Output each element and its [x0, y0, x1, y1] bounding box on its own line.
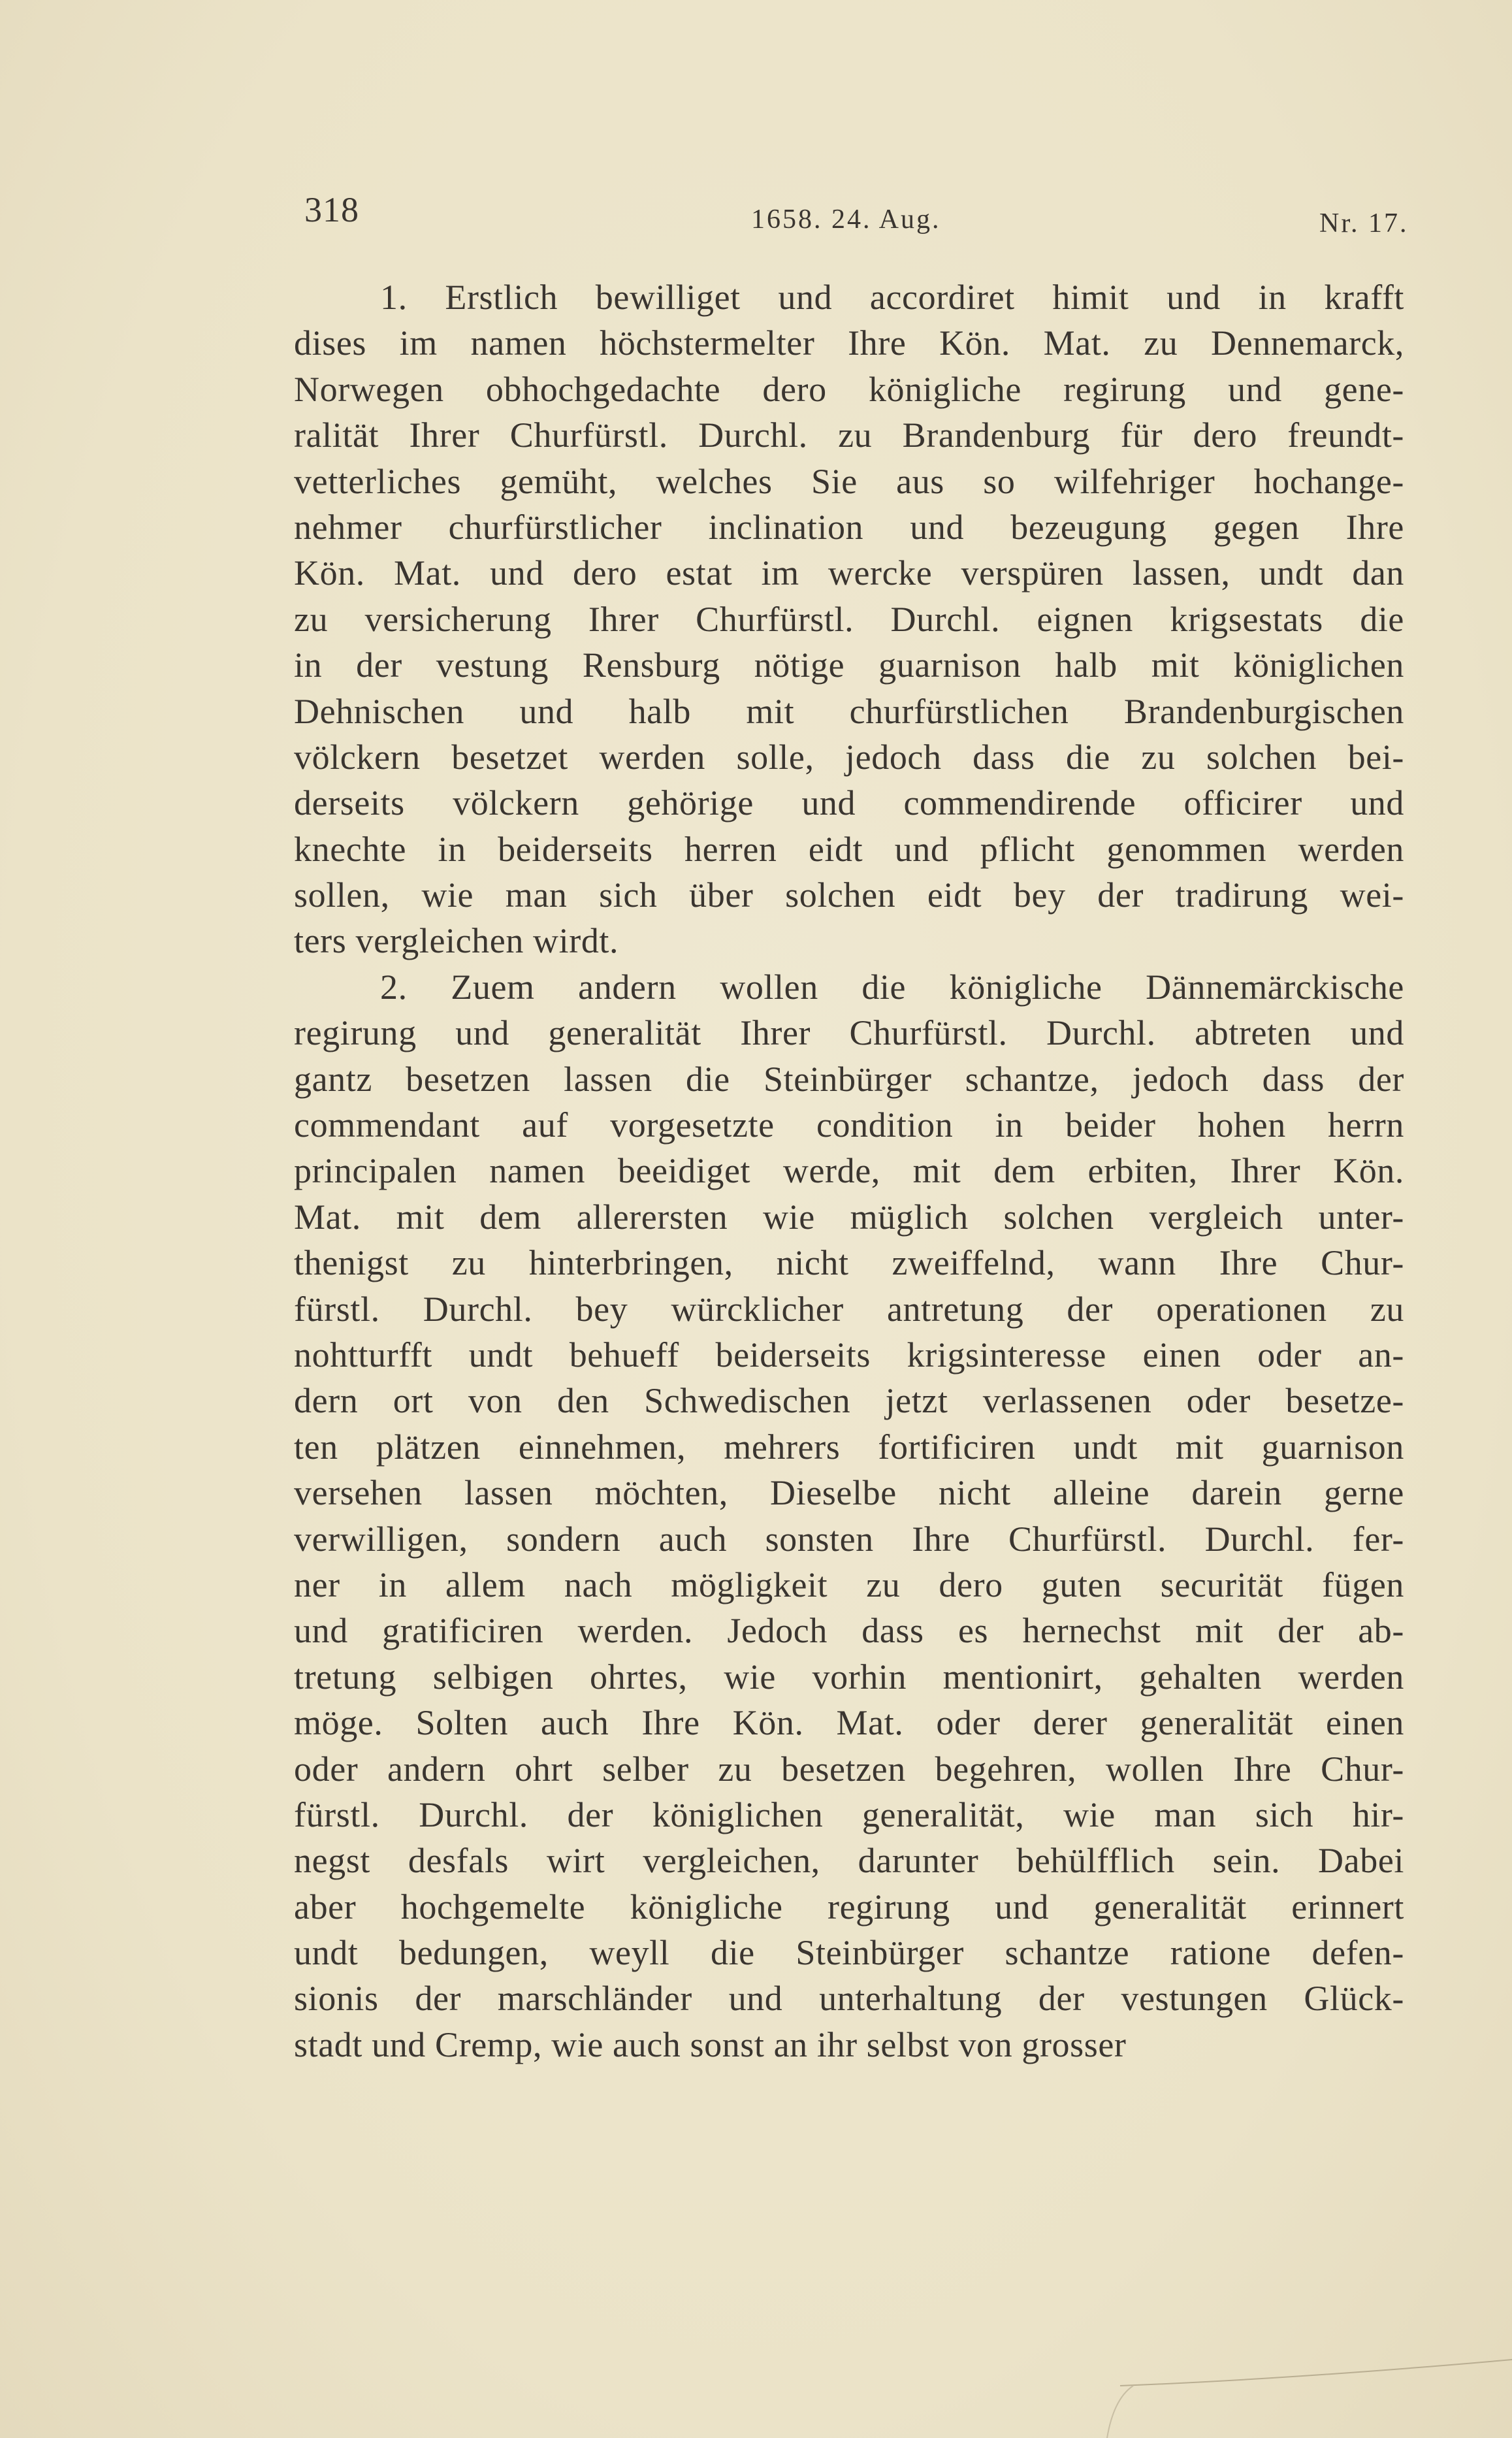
text-line: vetterliches gemüht, welches Sie aus so wilfehriger hochange- [294, 461, 1404, 501]
text-line: ters vergleichen wirdt. [294, 921, 619, 961]
text-line: zu versicherung Ihrer Churfürstl. Durchl. eignen krigsestats die [294, 599, 1404, 639]
text-line: verwilligen, sondern auch sonsten Ihre Churfürstl. Durchl. fer- [294, 1519, 1404, 1559]
text-line: möge. Solten auch Ihre Kön. Mat. oder derer generalität einen [294, 1703, 1404, 1743]
text-line: fürstl. Durchl. der königlichen generalität, wie man sich hir- [294, 1795, 1404, 1834]
page-edge-mark [1094, 2333, 1512, 2438]
text-line: oder andern ohrt selber zu besetzen begehren, wollen Ihre Chur- [294, 1749, 1404, 1789]
text-line: thenigst zu hinterbringen, nicht zweiffelnd, wann Ihre Chur- [294, 1243, 1404, 1283]
text-line: stadt und Cremp, wie auch sonst an ihr selbst von grosser [294, 2024, 1127, 2064]
text-line: knechte in beiderseits herren eidt und pflicht genommen werden [294, 829, 1404, 869]
text-line: nehmer churfürstlicher inclination und bezeugung gegen Ihre [294, 507, 1404, 547]
text-line: aber hochgemelte königliche regirung und generalität erinnert [294, 1887, 1404, 1926]
document-number: Nr. 17. [1319, 208, 1409, 238]
text-line: 2. Zuem andern wollen die königliche Dännemärckische [380, 967, 1404, 1007]
text-line: nohtturfft undt behueff beiderseits krigsinteresse einen oder an- [294, 1335, 1404, 1374]
page-number: 318 [304, 190, 359, 229]
text-line: in der vestung Rensburg nötige guarnison halb mit königlichen [294, 645, 1404, 685]
text-line: regirung und generalität Ihrer Churfürstl. Durchl. abtreten und [294, 1013, 1404, 1053]
text-line: Mat. mit dem allerersten wie müglich solchen vergleich unter- [294, 1197, 1404, 1237]
text-line: sionis der marschländer und unterhaltung der vestungen Glück- [294, 1979, 1404, 2019]
page-header [0, 189, 1512, 248]
text-line: ner in allem nach mögligkeit zu dero guten securität fügen [294, 1565, 1404, 1604]
text-line: principalen namen beeidiget werde, mit dem erbiten, Ihrer Kön. [294, 1151, 1404, 1191]
text-line: völckern besetzet werden solle, jedoch dass die zu solchen bei- [294, 737, 1404, 777]
text-line: sollen, wie man sich über solchen eidt bey der tradirung wei- [294, 875, 1404, 915]
text-line: derseits völckern gehörige und commendirende officirer und [294, 783, 1404, 823]
text-line: fürstl. Durchl. bey würcklicher antretung der operationen zu [294, 1289, 1404, 1329]
text-line: undt bedungen, weyll die Steinbürger schantze ratione defen- [294, 1933, 1404, 1973]
text-line: Kön. Mat. und dero estat im wercke verspüren lassen, undt dan [294, 553, 1404, 593]
text-line: dises im namen höchstermelter Ihre Kön. Mat. zu Dennemarck, [294, 323, 1404, 363]
text-line: versehen lassen möchten, Dieselbe nicht alleine darein gerne [294, 1473, 1404, 1513]
text-line: ten plätzen einnehmen, mehrers fortificiren undt mit guarnison [294, 1427, 1404, 1467]
text-line: und gratificiren werden. Jedoch dass es hernechst mit der ab- [294, 1611, 1404, 1651]
text-line: Norwegen obhochgedachte dero königliche regirung und gene- [294, 369, 1404, 409]
text-line: negst desfals wirt vergleichen, darunter behülfflich sein. Dabei [294, 1841, 1404, 1881]
text-line: commendant auf vorgesetzte condition in beider hohen herrn [294, 1105, 1404, 1145]
text-line: 1. Erstlich bewilliget und accordiret himit und in krafft [380, 278, 1404, 317]
body-text [294, 274, 1404, 2068]
text-line: ralität Ihrer Churfürstl. Durchl. zu Brandenburg für dero freundt- [294, 415, 1404, 455]
text-line: dern ort von den Schwedischen jetzt verlassenen oder besetze- [294, 1381, 1404, 1421]
text-line: Dehnischen und halb mit churfürstlichen Brandenburgischen [294, 691, 1404, 731]
running-head-date: 1658. 24. Aug. [751, 204, 941, 235]
text-line: gantz besetzen lassen die Steinbürger schantze, jedoch dass der [294, 1059, 1404, 1099]
text-line: tretung selbigen ohrtes, wie vorhin mentionirt, gehalten werden [294, 1657, 1404, 1697]
